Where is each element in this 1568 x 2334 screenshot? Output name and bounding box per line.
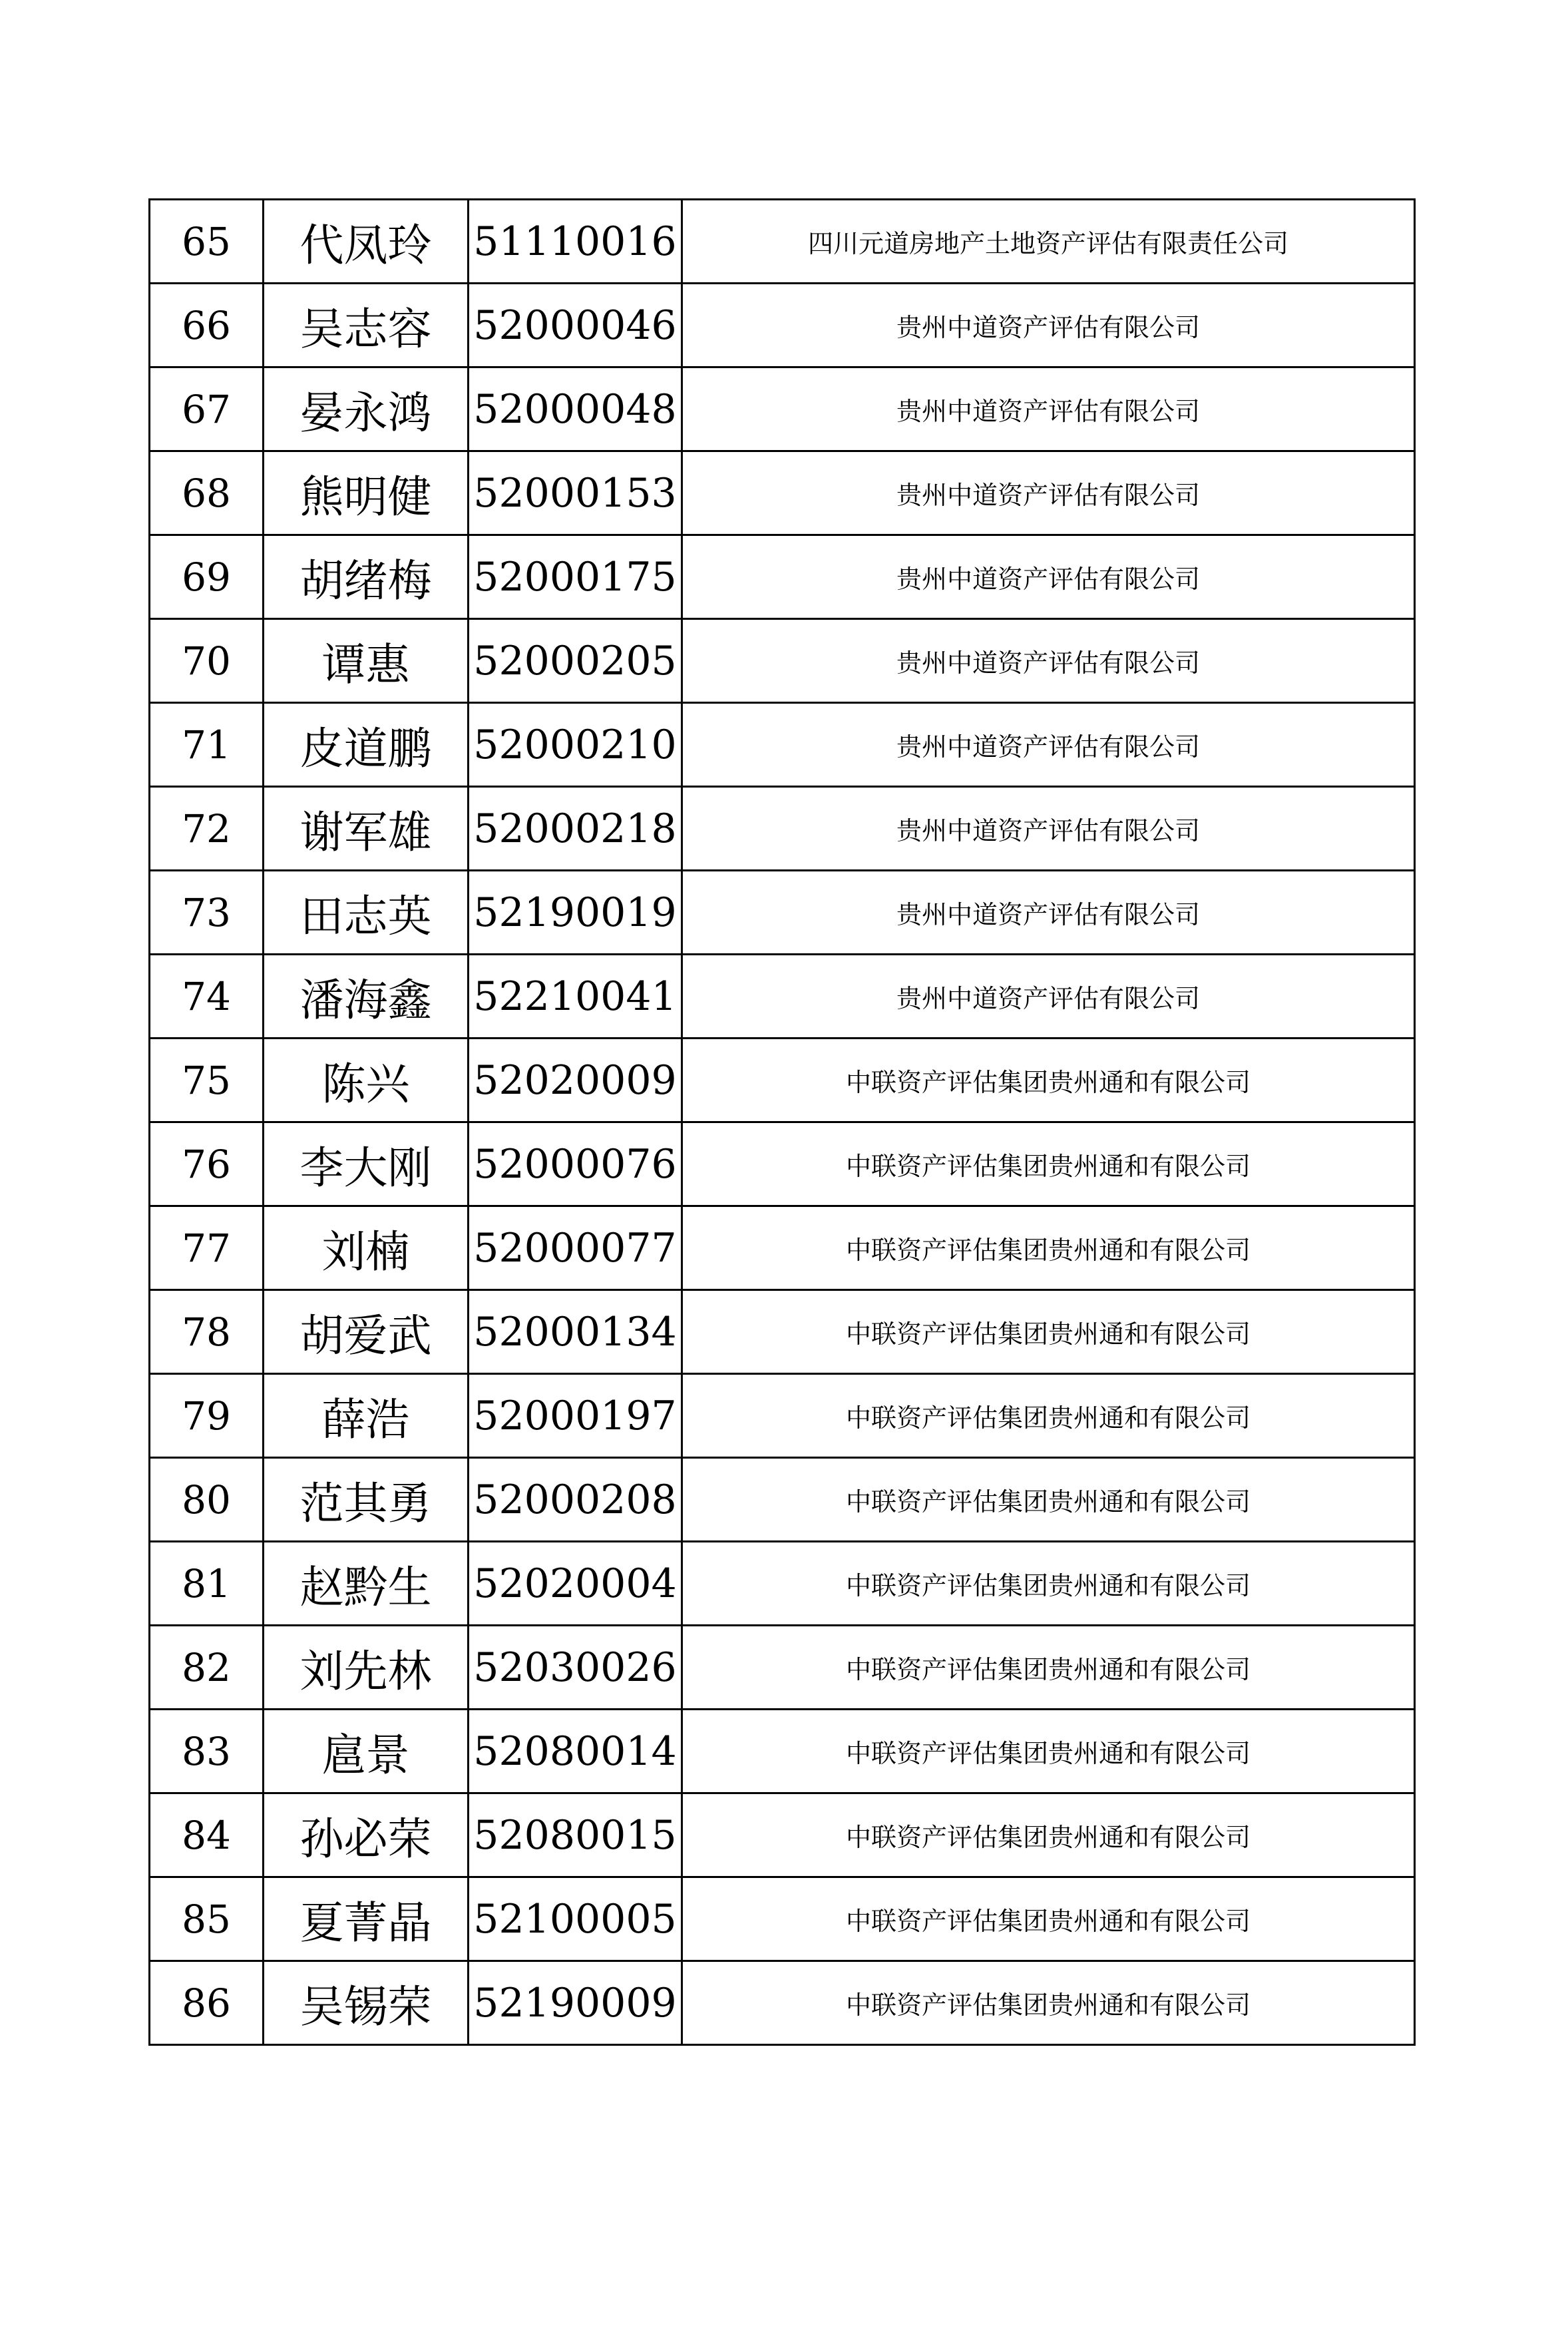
registration-code: 52030026	[469, 1626, 682, 1710]
registration-code: 52000218	[469, 787, 682, 871]
row-number: 75	[150, 1039, 264, 1122]
organization-name: 贵州中道资产评估有限公司	[682, 451, 1415, 535]
person-name: 赵黔生	[264, 1542, 469, 1626]
organization-name: 中联资产评估集团贵州通和有限公司	[682, 1542, 1415, 1626]
row-number: 83	[150, 1710, 264, 1793]
row-number: 72	[150, 787, 264, 871]
registration-code: 52080014	[469, 1710, 682, 1793]
appraiser-table	[148, 198, 1416, 2046]
registration-code: 52000205	[469, 619, 682, 703]
person-name: 陈兴	[264, 1039, 469, 1122]
table-row	[150, 1458, 1415, 1542]
row-number: 74	[150, 955, 264, 1039]
table-row	[150, 703, 1415, 787]
person-name: 刘楠	[264, 1206, 469, 1290]
person-name: 吴志容	[264, 284, 469, 367]
table-row	[150, 535, 1415, 619]
row-number: 82	[150, 1626, 264, 1710]
organization-name: 贵州中道资产评估有限公司	[682, 535, 1415, 619]
registration-code: 52000077	[469, 1206, 682, 1290]
organization-name: 贵州中道资产评估有限公司	[682, 703, 1415, 787]
registration-code: 52000048	[469, 367, 682, 451]
row-number: 84	[150, 1793, 264, 1877]
person-name: 代凤玲	[264, 200, 469, 284]
organization-name: 贵州中道资产评估有限公司	[682, 284, 1415, 367]
organization-name: 贵州中道资产评估有限公司	[682, 787, 1415, 871]
person-name: 胡绪梅	[264, 535, 469, 619]
row-number: 81	[150, 1542, 264, 1626]
registration-code: 52020004	[469, 1542, 682, 1626]
table-row	[150, 871, 1415, 955]
registration-code: 52080015	[469, 1793, 682, 1877]
table-row	[150, 200, 1415, 284]
organization-name: 中联资产评估集团贵州通和有限公司	[682, 1374, 1415, 1458]
organization-name: 中联资产评估集团贵州通和有限公司	[682, 1961, 1415, 2045]
row-number: 68	[150, 451, 264, 535]
person-name: 熊明健	[264, 451, 469, 535]
row-number: 86	[150, 1961, 264, 2045]
row-number: 79	[150, 1374, 264, 1458]
row-number: 76	[150, 1122, 264, 1206]
registration-code: 52000208	[469, 1458, 682, 1542]
person-name: 吴锡荣	[264, 1961, 469, 2045]
organization-name: 中联资产评估集团贵州通和有限公司	[682, 1458, 1415, 1542]
table-row	[150, 1626, 1415, 1710]
table-row	[150, 1793, 1415, 1877]
registration-code: 52190009	[469, 1961, 682, 2045]
row-number: 73	[150, 871, 264, 955]
registration-code: 52000046	[469, 284, 682, 367]
organization-name: 中联资产评估集团贵州通和有限公司	[682, 1877, 1415, 1961]
table-row	[150, 451, 1415, 535]
organization-name: 中联资产评估集团贵州通和有限公司	[682, 1793, 1415, 1877]
person-name: 谭惠	[264, 619, 469, 703]
table-row	[150, 955, 1415, 1039]
registration-code: 52210041	[469, 955, 682, 1039]
organization-name: 中联资产评估集团贵州通和有限公司	[682, 1122, 1415, 1206]
row-number: 80	[150, 1458, 264, 1542]
row-number: 78	[150, 1290, 264, 1374]
table-row	[150, 619, 1415, 703]
registration-code: 52000197	[469, 1374, 682, 1458]
person-name: 李大刚	[264, 1122, 469, 1206]
row-number: 69	[150, 535, 264, 619]
registration-code: 52000210	[469, 703, 682, 787]
table-body	[150, 200, 1415, 2045]
row-number: 67	[150, 367, 264, 451]
row-number: 66	[150, 284, 264, 367]
registration-code: 52000134	[469, 1290, 682, 1374]
row-number: 70	[150, 619, 264, 703]
person-name: 皮道鹏	[264, 703, 469, 787]
table-row	[150, 284, 1415, 367]
organization-name: 贵州中道资产评估有限公司	[682, 367, 1415, 451]
registration-code: 52000076	[469, 1122, 682, 1206]
table-row	[150, 1542, 1415, 1626]
table-row	[150, 1877, 1415, 1961]
organization-name: 四川元道房地产土地资产评估有限责任公司	[682, 200, 1415, 284]
person-name: 孙必荣	[264, 1793, 469, 1877]
person-name: 潘海鑫	[264, 955, 469, 1039]
person-name: 谢军雄	[264, 787, 469, 871]
registration-code: 52000175	[469, 535, 682, 619]
table-row	[150, 1710, 1415, 1793]
person-name: 刘先林	[264, 1626, 469, 1710]
row-number: 85	[150, 1877, 264, 1961]
person-name: 夏菁晶	[264, 1877, 469, 1961]
person-name: 扈景	[264, 1710, 469, 1793]
person-name: 晏永鸿	[264, 367, 469, 451]
row-number: 77	[150, 1206, 264, 1290]
person-name: 薛浩	[264, 1374, 469, 1458]
registration-code: 52020009	[469, 1039, 682, 1122]
organization-name: 贵州中道资产评估有限公司	[682, 955, 1415, 1039]
table-row	[150, 787, 1415, 871]
table-row	[150, 367, 1415, 451]
organization-name: 中联资产评估集团贵州通和有限公司	[682, 1290, 1415, 1374]
table-row	[150, 1206, 1415, 1290]
organization-name: 中联资产评估集团贵州通和有限公司	[682, 1039, 1415, 1122]
person-name: 胡爱武	[264, 1290, 469, 1374]
table-row	[150, 1122, 1415, 1206]
person-name: 田志英	[264, 871, 469, 955]
table-row	[150, 1290, 1415, 1374]
organization-name: 中联资产评估集团贵州通和有限公司	[682, 1206, 1415, 1290]
registration-code: 51110016	[469, 200, 682, 284]
table-row	[150, 1374, 1415, 1458]
person-name: 范其勇	[264, 1458, 469, 1542]
registration-code: 52100005	[469, 1877, 682, 1961]
row-number: 65	[150, 200, 264, 284]
organization-name: 贵州中道资产评估有限公司	[682, 619, 1415, 703]
organization-name: 中联资产评估集团贵州通和有限公司	[682, 1710, 1415, 1793]
registration-code: 52000153	[469, 451, 682, 535]
table-row	[150, 1039, 1415, 1122]
row-number: 71	[150, 703, 264, 787]
organization-name: 中联资产评估集团贵州通和有限公司	[682, 1626, 1415, 1710]
registration-code: 52190019	[469, 871, 682, 955]
table-row	[150, 1961, 1415, 2045]
organization-name: 贵州中道资产评估有限公司	[682, 871, 1415, 955]
